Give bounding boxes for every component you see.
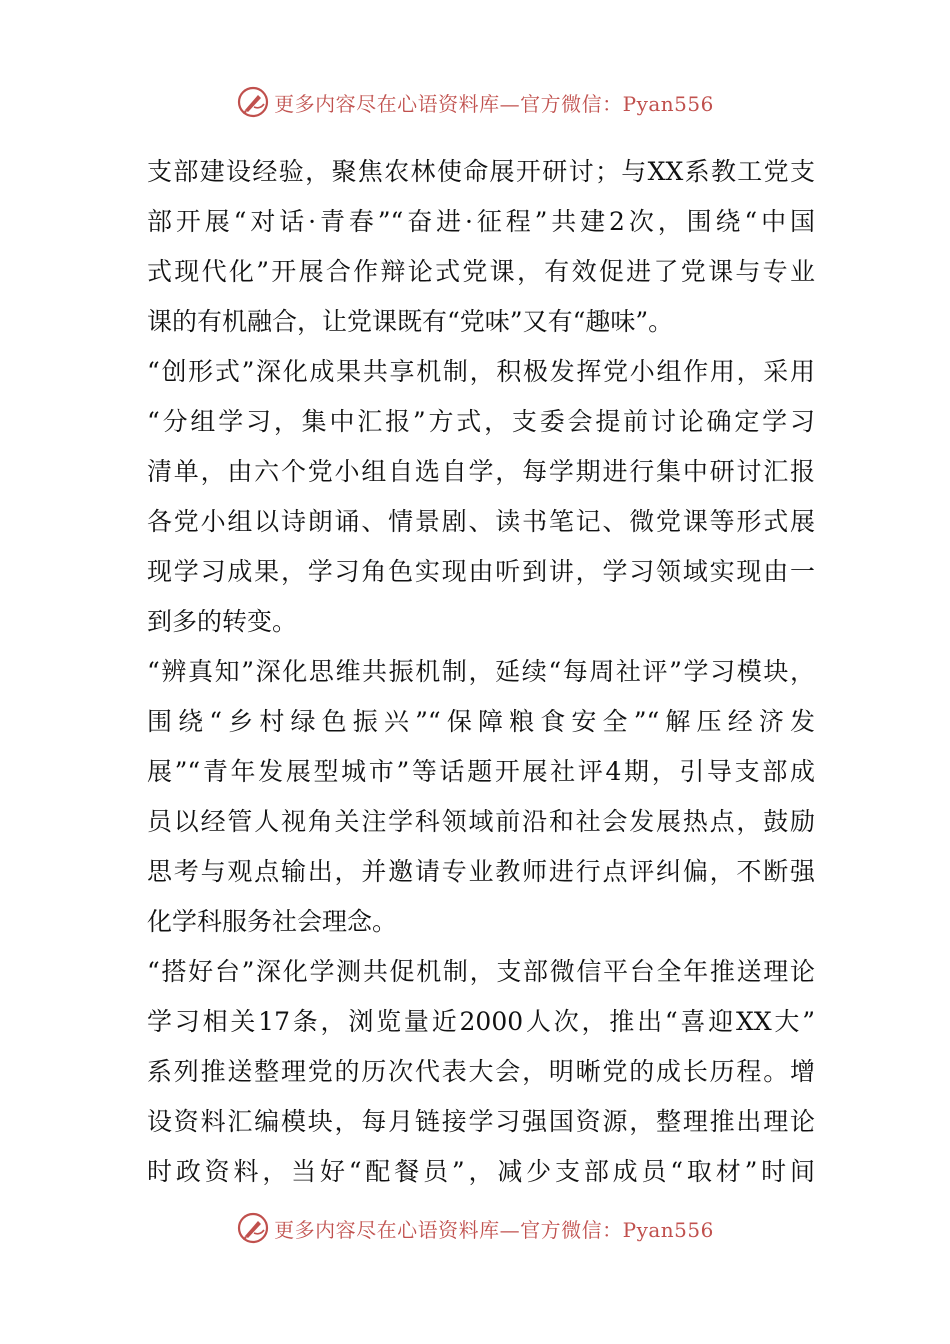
text-line: “辨真知”深化思维共振机制，延续“每周社评”学习模块， [147, 657, 815, 686]
text-line: 化学科服务社会理念。 [147, 907, 398, 936]
text-line: 时政资料，当好“配餐员”，减少支部成员“取材”时间 [147, 1157, 815, 1186]
document-body [147, 147, 815, 1197]
text-line: “创形式”深化成果共享机制，积极发挥党小组作用，采用 [147, 357, 815, 386]
text-line: 支部建设经验，聚焦农林使命展开研讨；与XX系教工党支 [147, 157, 815, 186]
text-line: “搭好台”深化学测共促机制，支部微信平台全年推送理论 [147, 957, 815, 986]
text-line: 围绕“乡村绿色振兴”“保障粮食安全”“解压经济发 [147, 707, 815, 736]
text-line: 式现代化”开展合作辩论式党课，有效促进了党课与专业 [147, 257, 815, 286]
text-line: 员以经管人视角关注学科领域前沿和社会发展热点，鼓励 [147, 807, 815, 836]
text-line: “分组学习，集中汇报”方式，支委会提前讨论确定学习 [147, 407, 815, 436]
text-line: 部开展“对话·青春”“奋进·征程”共建2次，围绕“中国 [147, 207, 815, 236]
pen-logo-icon [236, 85, 270, 119]
text-line: 系列推送整理党的历次代表大会，明晰党的成长历程。增 [147, 1057, 815, 1086]
pen-logo-icon [236, 1211, 270, 1245]
footer-watermark [0, 1208, 950, 1248]
footer-watermark-text: 更多内容尽在心语资料库—官方微信：Pyan556 [274, 1217, 714, 1242]
header-watermark-text: 更多内容尽在心语资料库—官方微信：Pyan556 [274, 91, 714, 116]
text-line: 设资料汇编模块，每月链接学习强国资源，整理推出理论 [147, 1107, 815, 1136]
text-line: 现学习成果，学习角色实现由听到讲，学习领域实现由一 [147, 557, 815, 586]
text-line: 学习相关17条，浏览量近2000人次，推出“喜迎XX大” [147, 1007, 815, 1036]
text-line: 各党小组以诗朗诵、情景剧、读书笔记、微党课等形式展 [147, 507, 815, 536]
text-line: 清单，由六个党小组自选自学，每学期进行集中研讨汇报 [147, 457, 815, 486]
text-line: 到多的转变。 [147, 607, 298, 636]
text-line: 展”“青年发展型城市”等话题开展社评4期，引导支部成 [147, 757, 815, 786]
text-line: 课的有机融合，让党课既有“党味”又有“趣味”。 [147, 307, 674, 336]
header-watermark [0, 82, 950, 122]
text-line: 思考与观点输出，并邀请专业教师进行点评纠偏，不断强 [147, 857, 815, 886]
